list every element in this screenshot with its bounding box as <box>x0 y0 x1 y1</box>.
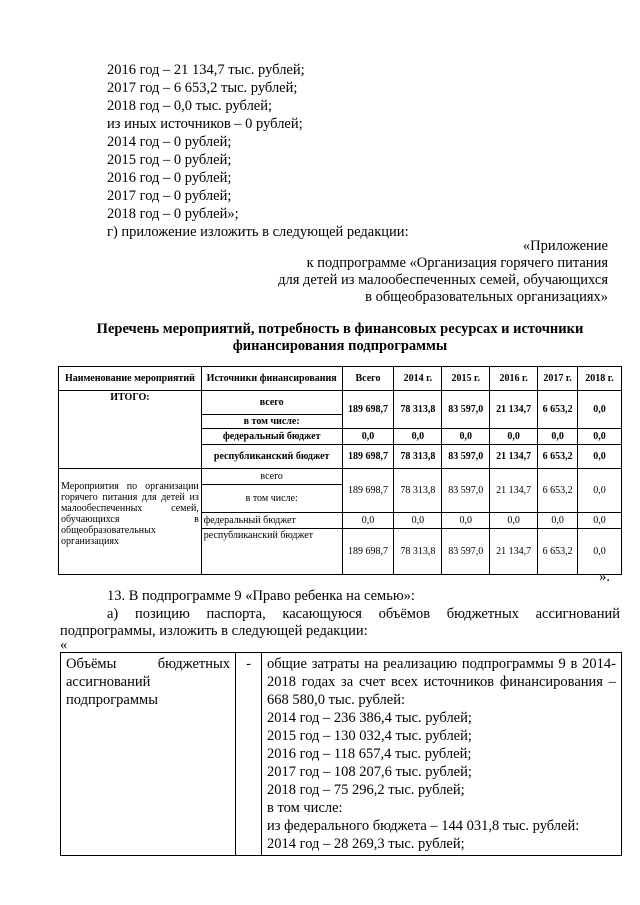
value-cell: 21 134,7 <box>490 469 538 513</box>
item-a-line: подпрограммы, изложить в следующей редакции: <box>60 623 368 639</box>
value-cell: 6 653,2 <box>538 469 578 513</box>
value-cell: 0,0 <box>394 513 442 529</box>
text-line: 2014 год – 0 рублей; <box>107 134 232 150</box>
value-cell: 83 597,0 <box>442 469 490 513</box>
passport-line: из федерального бюджета – 144 031,8 тыс. рублей: <box>267 818 580 834</box>
value-cell: 0,0 <box>578 429 622 445</box>
header-cell: 2014 г. <box>394 367 442 391</box>
appendix-header-line: в общеобразовательных организациях» <box>365 289 608 305</box>
source-cell: федеральный бюджет <box>201 429 342 445</box>
value-cell: 0,0 <box>578 469 622 513</box>
header-cell: 2016 г. <box>490 367 538 391</box>
event-label: Мероприятия по организации горячего питания для детей из малообеспеченных семей, обучающихся в общеобразовательных организациях <box>59 469 202 575</box>
value-cell: 0,0 <box>578 529 622 575</box>
value-cell: 0,0 <box>578 445 622 469</box>
value-cell: 78 313,8 <box>394 445 442 469</box>
value-cell: 0,0 <box>394 429 442 445</box>
itogo-label: ИТОГО: <box>59 391 202 469</box>
source-cell: федеральный бюджет <box>201 513 342 529</box>
table-header-row <box>59 367 622 391</box>
source-cell: республиканский бюджет <box>201 529 342 575</box>
passport-content <box>262 653 622 856</box>
source-cell: республиканский бюджет <box>201 445 342 469</box>
table-close-quote: ». <box>599 569 610 585</box>
value-cell: 21 134,7 <box>490 529 538 575</box>
text-line: 2015 год – 0 рублей; <box>107 152 232 168</box>
value-cell: 78 313,8 <box>394 469 442 513</box>
value-cell: 0,0 <box>342 429 394 445</box>
table-row <box>59 391 622 415</box>
passport-line: 2017 год – 108 207,6 тыс. рублей; <box>267 764 472 780</box>
text-line: 2016 год – 21 134,7 тыс. рублей; <box>107 62 305 78</box>
table-row <box>61 653 622 856</box>
value-cell: 0,0 <box>490 429 538 445</box>
passport-dash: - <box>236 653 262 856</box>
text-line: г) приложение изложить в следующей редакции: <box>107 224 409 240</box>
passport-line: 2014 год – 236 386,4 тыс. рублей; <box>267 710 472 726</box>
value-cell: 0,0 <box>578 391 622 429</box>
text-line: 2018 год – 0 рублей»; <box>107 206 239 222</box>
section-13-heading: 13. В подпрограмме 9 «Право ребенка на семью»: <box>107 588 415 604</box>
table-row <box>59 469 622 485</box>
value-cell: 0,0 <box>490 513 538 529</box>
value-cell: 0,0 <box>578 513 622 529</box>
header-cell: Наименование мероприятий <box>59 367 202 391</box>
text-line: 2017 год – 6 653,2 тыс. рублей; <box>107 80 298 96</box>
source-cell: всего <box>201 391 342 415</box>
passport-line: 2018 год – 75 296,2 тыс. рублей; <box>267 782 465 798</box>
value-cell: 0,0 <box>342 513 394 529</box>
header-cell: Всего <box>342 367 394 391</box>
text-line: из иных источников – 0 рублей; <box>107 116 303 132</box>
passport-label: Объёмы бюджетных ассигнований подпрограммы <box>61 653 236 856</box>
passport-line: 2014 год – 28 269,3 тыс. рублей; <box>267 836 465 852</box>
text-line: 2016 год – 0 рублей; <box>107 170 232 186</box>
passport-line: 2015 год – 130 032,4 тыс. рублей; <box>267 728 472 744</box>
header-cell: Источники финансирования <box>201 367 342 391</box>
value-cell: 83 597,0 <box>442 529 490 575</box>
value-cell: 83 597,0 <box>442 445 490 469</box>
table-title: Перечень мероприятий, потребность в финансовых ресурсах и источники <box>96 321 584 337</box>
passport-line: общие затраты на реализацию подпрограммы 9 в 2014-2018 годах за счет всех источников финансирования – 668 580,0 тыс. рублей: <box>267 656 616 708</box>
open-quote: « <box>60 637 68 653</box>
item-a-line: а) позицию паспорта, касающуюся объёмов бюджетных ассигнований <box>107 606 620 622</box>
text-line: 2017 год – 0 рублей; <box>107 188 232 204</box>
source-cell: в том числе: <box>201 415 342 429</box>
value-cell: 189 698,7 <box>342 529 394 575</box>
value-cell: 6 653,2 <box>538 391 578 429</box>
value-cell: 189 698,7 <box>342 391 394 429</box>
appendix-header-line: для детей из малообеспеченных семей, обучающихся <box>278 272 608 288</box>
value-cell: 0,0 <box>538 513 578 529</box>
value-cell: 21 134,7 <box>490 391 538 429</box>
value-cell: 21 134,7 <box>490 445 538 469</box>
source-cell: всего <box>201 469 342 485</box>
text-line: 2018 год – 0,0 тыс. рублей; <box>107 98 273 114</box>
passport-line: в том числе: <box>267 800 343 816</box>
header-cell: 2017 г. <box>538 367 578 391</box>
passport-table <box>60 652 622 856</box>
financing-table <box>58 366 622 575</box>
appendix-header-line: «Приложение <box>522 238 608 254</box>
value-cell: 0,0 <box>442 429 490 445</box>
value-cell: 6 653,2 <box>538 445 578 469</box>
value-cell: 6 653,2 <box>538 529 578 575</box>
source-cell: в том числе: <box>201 485 342 513</box>
value-cell: 0,0 <box>442 513 490 529</box>
value-cell: 0,0 <box>538 429 578 445</box>
value-cell: 78 313,8 <box>394 391 442 429</box>
value-cell: 78 313,8 <box>394 529 442 575</box>
value-cell: 189 698,7 <box>342 445 394 469</box>
passport-line: 2016 год – 118 657,4 тыс. рублей; <box>267 746 472 762</box>
header-cell: 2018 г. <box>578 367 622 391</box>
appendix-header-line: к подпрограмме «Организация горячего питания <box>306 255 608 271</box>
value-cell: 189 698,7 <box>342 469 394 513</box>
table-title: финансирования подпрограммы <box>232 338 448 354</box>
value-cell: 83 597,0 <box>442 391 490 429</box>
header-cell: 2015 г. <box>442 367 490 391</box>
